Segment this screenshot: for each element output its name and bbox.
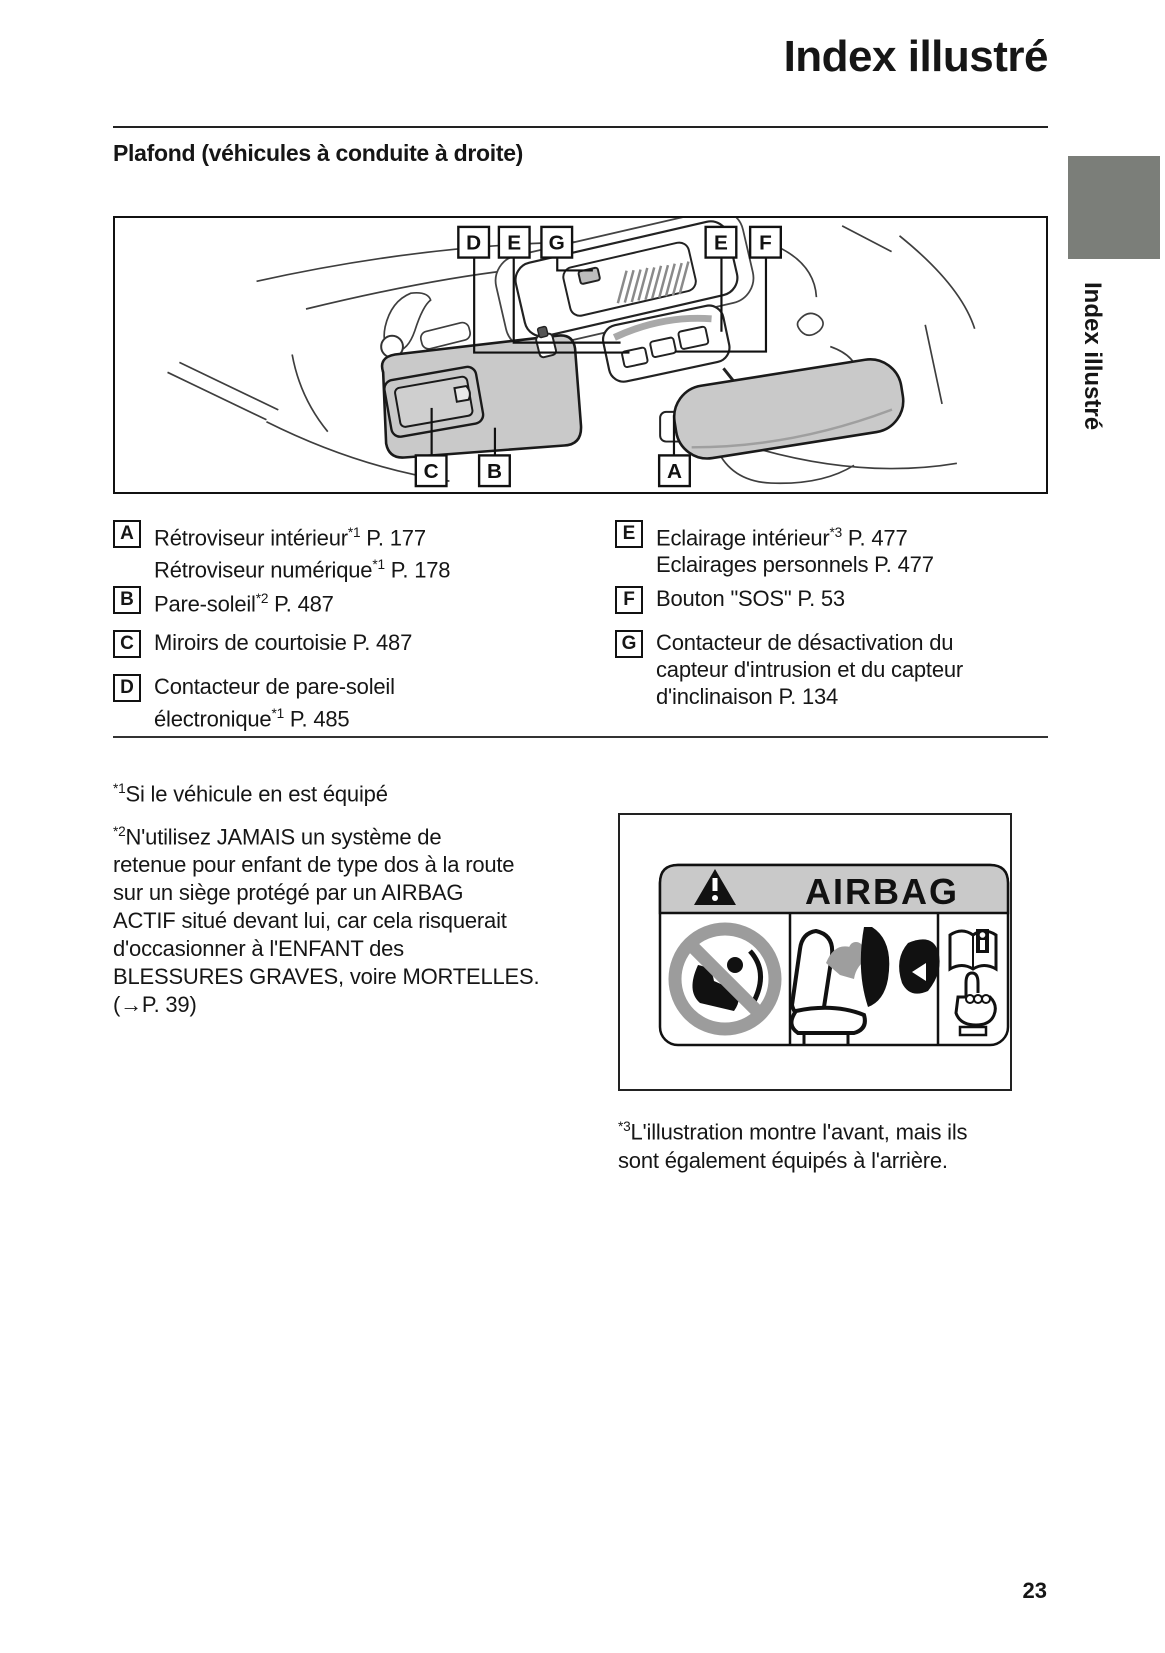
legend-key-G: G bbox=[615, 630, 643, 658]
callout-B: B bbox=[486, 460, 502, 484]
chapter-tab-marker bbox=[1068, 156, 1160, 259]
legend-text-D-line2: électronique$^{*1}$ P. 485 bbox=[154, 706, 350, 732]
rearview-mirror bbox=[670, 355, 908, 463]
chapter-tab-label: Index illustré bbox=[1079, 282, 1106, 431]
callout-C: C bbox=[423, 460, 439, 484]
callout-G: G bbox=[548, 231, 565, 255]
footnote-2: $^{*2}$N'utilisez JAMAIS un système de retenue pour enfant de type dos à la route sur un siège protégé par un AIRBAG ACTIF situé devant lui, car cela risquerait d'occasionner à l'ENFANT des BLESSURES GRAVES, voire MORTELLES. (→P. 39) bbox=[113, 824, 540, 1018]
legend-item-E bbox=[615, 519, 934, 578]
legend-text-E-line2: Eclairages personnels P. 477 bbox=[656, 552, 934, 578]
legend-key-F: F bbox=[615, 586, 643, 614]
legend-text-D-line1: Contacteur de pare-soleil bbox=[154, 674, 395, 699]
callout-E2: E bbox=[714, 231, 728, 255]
footnote-1: $^{*1}$Si le véhicule en est équipé bbox=[113, 781, 388, 807]
legend-item-C bbox=[113, 629, 412, 658]
page-number: 23 bbox=[1022, 1578, 1047, 1603]
footnote-3: $^{*3}$L'illustration montre l'avant, mais ils sont également équipés à l'arrière. bbox=[618, 1119, 968, 1174]
legend-text-F-line1: Bouton "SOS" P. 53 bbox=[656, 586, 845, 611]
legend-item-A bbox=[113, 519, 450, 584]
legend-text-A-line2: Rétroviseur numérique$^{*1}$ P. 178 bbox=[154, 557, 451, 583]
callout-D: D bbox=[466, 231, 482, 255]
legend-item-B bbox=[113, 585, 334, 617]
legend-item-D bbox=[113, 673, 395, 732]
legend-key-A: A bbox=[113, 520, 141, 548]
callout-A: A bbox=[666, 460, 682, 484]
callout-E1: E bbox=[507, 231, 522, 255]
legend-text-E-line1: Eclairage intérieur$^{*3}$ P. 477 bbox=[656, 525, 908, 551]
legend-key-D: D bbox=[113, 674, 141, 702]
callout-F: F bbox=[759, 231, 772, 255]
section-divider bbox=[113, 736, 1048, 738]
legend-text-A-line1: Rétroviseur intérieur$^{*1}$ P. 177 bbox=[154, 525, 426, 551]
legend-item-F bbox=[615, 585, 845, 614]
legend-key-B: B bbox=[113, 586, 141, 614]
legend-text-G-line2: capteur d'intrusion et du capteur bbox=[656, 657, 964, 682]
legend-text-G-line3: d'inclinaison P. 134 bbox=[656, 684, 839, 709]
legend-text-G-line1: Contacteur de désactivation du bbox=[656, 630, 954, 655]
airbag-label-figure bbox=[618, 813, 1012, 1091]
legend-key-C: C bbox=[113, 630, 141, 658]
airbag-label-title: AIRBAG bbox=[805, 871, 959, 912]
legend-text-C-line1: Miroirs de courtoisie P. 487 bbox=[154, 630, 413, 655]
legend-item-G bbox=[615, 629, 963, 710]
page-title: Index illustré bbox=[783, 32, 1048, 81]
title-rule bbox=[113, 126, 1048, 128]
ceiling-diagram bbox=[113, 216, 1048, 494]
legend-key-E: E bbox=[615, 520, 643, 548]
ceiling-illustration bbox=[115, 218, 1046, 492]
section-heading: Plafond (véhicules à conduite à droite) bbox=[113, 140, 524, 166]
airbag-label bbox=[620, 815, 1010, 1089]
legend-text-B-line1: Pare-soleil$^{*2}$ P. 487 bbox=[154, 591, 334, 617]
